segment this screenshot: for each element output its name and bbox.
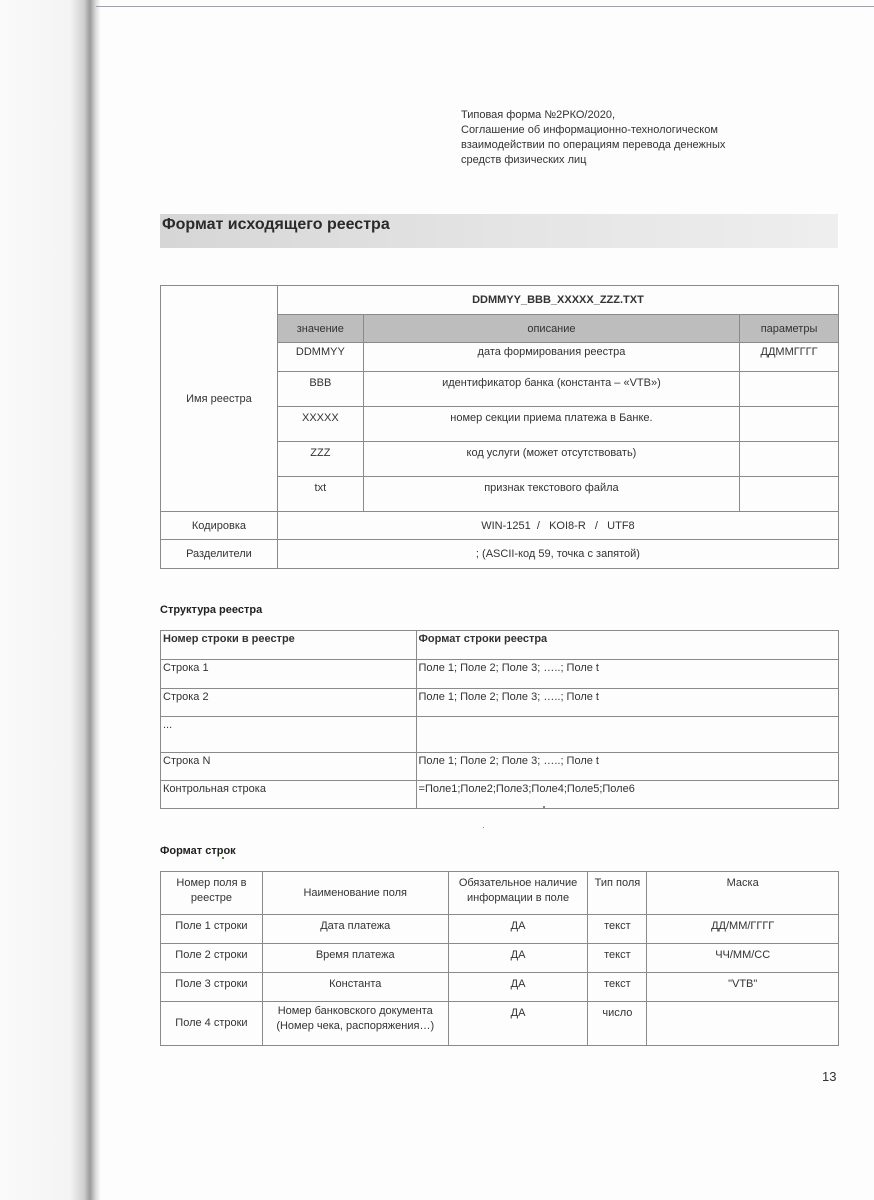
file-pattern: DDMMYY_BBB_XXXXX_ZZZ.TXT: [277, 286, 838, 315]
column-header: Номер строки в реестре: [161, 631, 417, 660]
table-cell: ...: [161, 717, 417, 753]
table-cell: Дата платежа: [262, 915, 448, 944]
table-cell: Контрольная строка: [161, 781, 417, 809]
table-cell: Поле 4 строки: [161, 1002, 263, 1046]
table-cell: число: [588, 1002, 647, 1046]
table-cell: DDMMYY: [277, 343, 363, 372]
table-cell: код услуги (может отсутствовать): [363, 442, 739, 477]
encoding-label: Кодировка: [161, 512, 278, 540]
column-header: значение: [277, 315, 363, 343]
top-edge-line: [96, 6, 874, 7]
table-cell: [740, 407, 839, 442]
table-cell: ДА: [448, 1002, 588, 1046]
header-line: средств физических лиц: [461, 154, 587, 166]
scan-speck: [483, 827, 484, 828]
column-header: Наименование поля: [262, 872, 448, 915]
table-cell: [647, 1002, 839, 1046]
table-cell: Строка 1: [161, 660, 417, 689]
table-cell: Время платежа: [262, 944, 448, 973]
table-cell: txt: [277, 477, 363, 512]
column-header: Формат строки реестра: [416, 631, 838, 660]
table-cell: "VTB": [647, 973, 839, 1002]
table-cell: Поле 1 строки: [161, 915, 263, 944]
column-header: Номер поля в реестре: [161, 872, 263, 915]
encoding-value: WIN-1251 / KOI8-R / UTF8: [277, 512, 838, 540]
scan-speck: [222, 857, 224, 859]
form-header: [461, 108, 761, 168]
column-header: описание: [363, 315, 739, 343]
scan-binding-shadow: [0, 0, 100, 1200]
row-format-table: [160, 871, 839, 1046]
table-cell: ДА: [448, 915, 588, 944]
table-cell: Поле 3 строки: [161, 973, 263, 1002]
separators-label: Разделители: [161, 540, 278, 569]
table-cell: =Поле1;Поле2;Поле3;Поле4;Поле5;Поле6: [416, 781, 838, 809]
table-cell: признак текстового файла: [363, 477, 739, 512]
page-number: 13: [822, 1069, 837, 1084]
section-title: Формат исходящего реестра: [160, 214, 838, 248]
table-cell: [740, 372, 839, 407]
table-cell: [416, 717, 838, 753]
column-header: параметры: [740, 315, 839, 343]
registry-structure-table: [160, 630, 839, 809]
separators-value: ; (ASCII-код 59, точка с запятой): [277, 540, 838, 569]
table-cell: [740, 477, 839, 512]
table-cell: Поле 1; Поле 2; Поле 3; …..; Поле t: [416, 689, 838, 717]
table-cell: дата формирования реестра: [363, 343, 739, 372]
table-cell: текст: [588, 944, 647, 973]
table-cell: идентификатор банка (константа – «VTB»): [363, 372, 739, 407]
table-cell: номер секции приема платежа в Банке.: [363, 407, 739, 442]
row-format-title: Формат строк: [160, 845, 236, 857]
header-line: взаимодействии по операциям перевода денежных: [461, 139, 726, 151]
header-line: Соглашение об информационно-технологическом: [461, 124, 718, 136]
table-cell: текст: [588, 915, 647, 944]
table-cell: XXXXX: [277, 407, 363, 442]
column-header: Маска: [647, 872, 839, 915]
structure-title: Структура реестра: [160, 604, 263, 616]
table-cell: Поле 1; Поле 2; Поле 3; …..; Поле t: [416, 753, 838, 781]
scan-speck: [543, 806, 545, 808]
table-cell: ЧЧ/ММ/СС: [647, 944, 839, 973]
header-line: Типовая форма №2РКО/2020,: [461, 109, 616, 121]
table-cell: Константа: [262, 973, 448, 1002]
column-header: Обязательное наличие информации в поле: [448, 872, 588, 915]
table-cell: ДД/ММ/ГГГГ: [647, 915, 839, 944]
table-cell: Строка N: [161, 753, 417, 781]
table-cell: ДА: [448, 944, 588, 973]
table-cell: [740, 442, 839, 477]
table-cell: ДА: [448, 973, 588, 1002]
registry-name-table: [160, 285, 839, 569]
column-header: Тип поля: [588, 872, 647, 915]
table-cell: ZZZ: [277, 442, 363, 477]
registry-name-label: Имя реестра: [161, 286, 278, 512]
table-cell: Поле 2 строки: [161, 944, 263, 973]
table-cell: Номер банковского документа (Номер чека, распоряжения…): [262, 1002, 448, 1046]
table-cell: Строка 2: [161, 689, 417, 717]
table-cell: текст: [588, 973, 647, 1002]
table-cell: Поле 1; Поле 2; Поле 3; …..; Поле t: [416, 660, 838, 689]
table-cell: ДДММГГГГ: [740, 343, 839, 372]
table-cell: BBB: [277, 372, 363, 407]
